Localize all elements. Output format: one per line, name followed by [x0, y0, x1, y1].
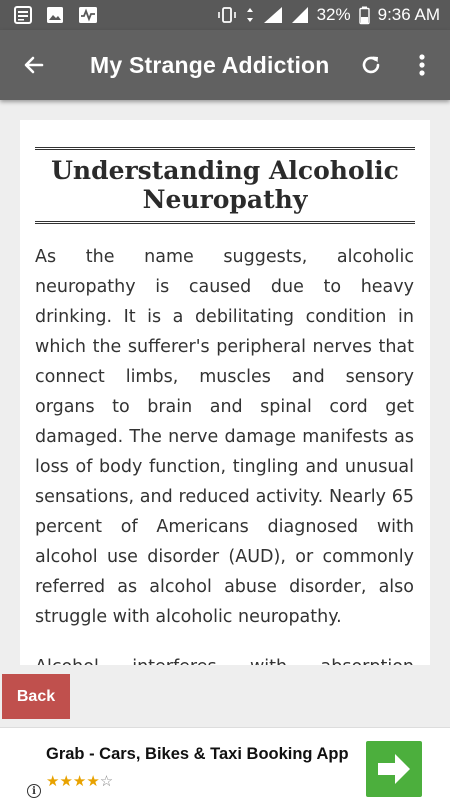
app-bar — [0, 30, 450, 100]
ad-banner[interactable] — [0, 727, 450, 800]
notification-icon — [14, 6, 32, 24]
arrow-right-icon — [376, 752, 412, 786]
ad-rating-filled: ★★★★ — [46, 773, 100, 790]
clock: 9:36 AM — [377, 5, 440, 24]
article-card — [20, 120, 430, 665]
status-bar — [0, 0, 450, 30]
battery-icon — [359, 6, 370, 24]
back-button[interactable]: Back — [2, 674, 70, 719]
battery-percent: 32% — [316, 5, 351, 24]
signal-strength-icon — [291, 6, 309, 24]
signal-icon — [263, 6, 283, 24]
article-paragraph: As the name suggests, alcoholic neuropathy is caused due to heavy drinking. It is a debilitating condition in which the sufferer's peripheral nerves that connect limbs, muscles and sensory organs to brain and spinal cord get damaged. The nerve damage manifests as loss of body function, tingling and unusual sensations, and reduced activity. Nearly 65 percent of Americans diagnosed with alcohol use disorder (AUD), or commonly referred as alcohol abuse disorder, also struggle with alcoholic neuropathy. — [35, 247, 414, 627]
image-icon — [46, 6, 64, 24]
article-heading-box — [35, 147, 415, 224]
ad-rating-empty: ☆ — [99, 773, 114, 790]
activity-icon — [78, 6, 98, 24]
back-bar — [0, 665, 450, 727]
back-arrow-icon[interactable] — [14, 47, 54, 83]
refresh-icon[interactable] — [354, 47, 388, 83]
data-arrows-icon — [245, 6, 255, 24]
ad-rating — [46, 772, 113, 790]
app-title: My Strange Addiction — [90, 52, 330, 78]
ad-title[interactable]: Grab - Cars, Bikes & Taxi Booking App — [46, 745, 349, 763]
ad-install-button[interactable] — [366, 741, 422, 797]
vibrate-icon — [217, 6, 237, 24]
article-heading: Understanding Alcoholic Neuropathy — [51, 156, 399, 214]
info-icon[interactable]: i — [27, 784, 41, 798]
more-vert-icon[interactable] — [410, 47, 434, 83]
